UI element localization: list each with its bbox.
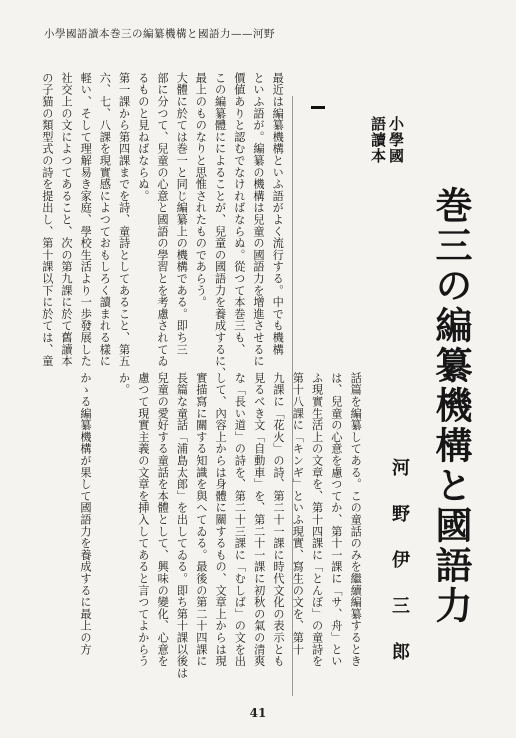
left-text-column: の子猫の類型式の詩を提出し、第十課以下に於ては、童 <box>40 72 54 367</box>
right-text-column: な「長い道」の詩を、第二十三課に「むしば」の文を出 <box>233 372 247 667</box>
right-text-column: 話篇を編纂してある。この童話のみを繼續編纂するとき <box>349 372 363 667</box>
left-text-column: るものと見ねばならぬ。 <box>136 72 150 202</box>
right-text-column: 實描寫に關する知識を與へてゐる。最後の第二十四課に <box>194 372 208 667</box>
left-text-column: 部に分つて、兒童の心意と國語の學習とを考慮されてゐ <box>156 72 169 367</box>
left-text-column: 最近は編纂機構といふ語がよく流行する。中でも機構 <box>271 72 285 356</box>
right-text-column: か。 <box>117 372 131 396</box>
right-text-column: 見るべき文「自動車」を、第二十一課に初秋の氣の清爽 <box>252 372 266 667</box>
right-text-column: して、內容上からは身體に關するもの、文章上からは現 <box>214 372 228 667</box>
left-text-column: 六、七、八課を現實感によつておもしろく讀まれる樣に <box>98 72 112 367</box>
left-text-column: といふ語が。編纂の機構は兒童の國語力を增進させるに <box>252 72 265 367</box>
left-text-column: 第一課から第四課までを詩、童詩としてあること、第五 <box>117 72 131 367</box>
right-text-column: 兒童の愛好する童話を本體として、興味の變化、心意を <box>156 372 170 667</box>
right-text-column: ふ現實生活上の文章を、第十四課に「とんぼ」の童詩を <box>310 372 324 667</box>
right-text-column: 慮つて現實主義の文章を挿入してあると言つてよからう <box>136 372 150 667</box>
left-text-column: この編纂體にによることが、兒童の國語力を養成するに、 <box>213 72 227 379</box>
left-text-column: 社交上の文によつてあること、次の第九課に於て舊讀本 <box>60 72 73 367</box>
author-name: 河野伊三郎 <box>389 458 410 688</box>
series-label-line-1: 小學國 <box>387 116 405 164</box>
title-dash-mark <box>311 106 325 109</box>
right-text-column: は、兒童の心意を慮つてか、第十一課に「サ、舟」とい <box>329 372 343 667</box>
left-text-column: 價値ありと認むでなければならぬ。從つて本巻三も、 <box>232 72 246 356</box>
left-text-column: 軽い、そして理解易き家庭、學校生活より一歩發展した <box>79 72 93 367</box>
left-text-column: 大體に於ては巻一と同じ編纂上の機構である。即ち三 <box>175 72 189 356</box>
right-text-column: かゝる編纂機構が果して國語力を養成するに最上の方 <box>79 372 92 656</box>
series-label-line-2: 語讀本 <box>369 116 387 164</box>
running-header: 小學國語讀本巻三の編纂機構と國語力——河野 <box>44 28 275 40</box>
right-text-column: 九課に「花火」の詩、第二十一課に時代文化の表示とも <box>272 372 285 667</box>
left-text-column: 最上のものなりと思惟されたものであらう。 <box>194 72 208 308</box>
article-title: 巻三の編纂機構と國語力 <box>429 186 473 626</box>
right-text-column: 長篇な童話「浦島太郎」を出してゐる。即ち第十課以後は <box>175 372 189 679</box>
page-number: 41 <box>249 706 267 720</box>
right-text-column: 第十八課に「キンギ」といふ現實、寫生の文を、第十 <box>291 372 305 656</box>
